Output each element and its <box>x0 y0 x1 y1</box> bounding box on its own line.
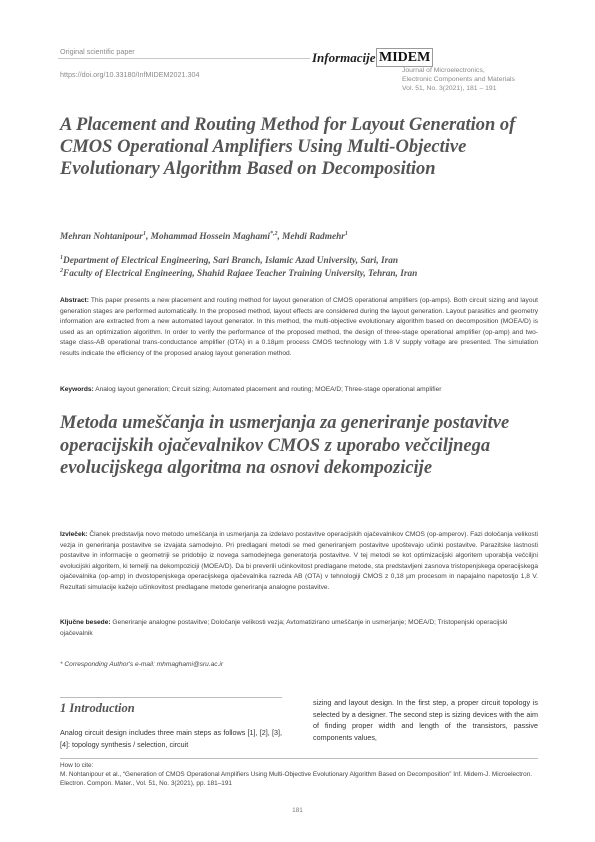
header-divider <box>58 58 310 59</box>
abstract-label: Abstract: <box>60 297 89 304</box>
section-heading: 1 Introduction <box>60 701 135 715</box>
journal-subtitle: Electronic Components and Materials <box>402 76 515 83</box>
corresponding-author-email: * Corresponding Author's e-mail: mhmaghami@sru.ac.ir <box>60 661 224 668</box>
intro-text-right: sizing and layout design. In the first step, a proper circuit topology is selected by a designer. The second step is sizing devices with the aim of finding proper width and length of the transistors, passive components values, <box>313 698 538 742</box>
intro-text-left: Analog circuit design includes three main steps as follows [1], [2], [3], [4]: topology synthesis / selection, circuit <box>60 728 282 749</box>
abstract-text: This paper presents a new placement and routing method for layout generation of CMOS operational amplifiers (op-amps). Both circuit sizing and layout generation stages are performed automatically. In the proposed method, layout effects are considered during the layout generation. Layout parasitics and geometry information are extracted from a new automated layout generator. In this method, the multi-objective evolutionary algorithm based on decomposition (MOEA/D) is used as an optimization algorithm. In order to verify the performance of the proposed method, the design of three-stage operational amplifier (op-amp) and two-stage class-AB operational trans-conductance amplifier (OTA) in a 0.18µm process CMOS technology with 1.8 V supply voltage are presented. The simulation results indicate the efficiency of the proposed analog layout generation method. <box>60 297 538 357</box>
paper-title-slovenian: Metoda umeščanja in usmerjanja za generiranje postavitve operacijskih ojačevalnikov CMOS z uporabo večciljnega evolucijskega algoritma na osnovi dekompozicije <box>60 413 510 478</box>
author-name: Mehdi Radmehr <box>282 232 345 243</box>
author-affiliation-mark: 1 <box>142 231 146 237</box>
journal-logo <box>312 48 431 70</box>
author-affiliation-mark: 1 <box>344 231 348 237</box>
author-list <box>60 231 348 242</box>
journal-volume: Vol. 51, No. 3(2021), 181 – 191 <box>402 85 497 92</box>
author-affiliation-mark: *,2 <box>269 231 278 237</box>
how-to-cite-label: How to cite: <box>60 762 94 769</box>
affiliation <box>60 255 540 266</box>
logo-word: Informacije <box>312 50 376 65</box>
keywords-slovenian <box>60 618 538 639</box>
author-name: Mehran Nohtanipour <box>60 232 143 243</box>
author-separator: , <box>277 232 283 243</box>
journal-name: Journal of Microelectronics, <box>402 67 485 74</box>
keywords <box>60 386 538 393</box>
doi-link[interactable]: https://doi.org/10.33180/InfMIDEM2021.304 <box>60 70 200 79</box>
page-number: 181 <box>292 807 303 814</box>
affiliation-text: Faculty of Electrical Engineering, Shahid Rajaee Teacher Training University, Tehran, Iran <box>63 269 418 280</box>
keywords-label: Keywords: <box>60 386 94 393</box>
abstract <box>60 296 538 360</box>
affiliation <box>60 268 540 279</box>
affiliation-mark: 2 <box>60 268 63 274</box>
izvlecek-label: Izvleček: <box>60 531 88 538</box>
cite-divider <box>60 758 538 759</box>
paper-title: A Placement and Routing Method for Layout Generation of CMOS Operational Amplifiers Using Multi-Objective Evolutionary Algorithm Based on Decomposition <box>60 115 516 179</box>
logo-brand: MIDEM <box>376 48 433 67</box>
affiliation-mark: 1 <box>60 255 63 261</box>
affiliation-text: Department of Electrical Engineering, Sari Branch, Islamic Azad University, Sari, Iran <box>63 256 399 267</box>
abstract-slovenian <box>60 530 538 594</box>
keywords-text: Analog layout generation; Circuit sizing; Automated placement and routing; MOEA/D; Three-stage operational amplifier <box>95 386 442 393</box>
kljucne-text: Generiranje analogne postavitve; Določanje velikosti vezja; Avtomatizirano umeščanje in usmerjanje; MOEA/D; Tristopenjski operacijski ojačevalnik <box>60 619 508 637</box>
how-to-cite <box>60 762 538 788</box>
izvlecek-text: Članek predstavlja novo metodo umeščanja in usmerjanja za izdelavo postavitve operacijskih ojačevalnikov CMOS (op-amperov). Fazi določanja velikosti vezja in generiranja postavitve se izvajata samodejno. Pri predlagani metodi se med generiranjem postavitve upoštevajo učinki postavitve. Parazitske lastnosti postavitve in informacije o geometriji se pridobijo iz novega samodejnega generatorja postavitve. V tej metodi se kot optimizacijski algoritem uporablja večciljni evolucijski algoritem, ki temelji na dekompoziciji (MOEA/D). Da bi preverili učinkovitost predlagane metode, sta predstavljeni zasnova tristopenjskega operacijskega ojačevalnika (op-amp) in dvostopenjskega operacijskega ojačevalnika razreda AB (OTA) v tehnologiji CMOS z 0,18 µm procesom in napajalno napetostjo 1,8 V. Rezultati simulacije kažejo učinkovitost predlagane metode generiranja analogne postavitve. <box>60 531 538 591</box>
author-separator: , <box>145 232 151 243</box>
section-divider <box>60 697 282 698</box>
kljucne-label: Ključne besede: <box>60 619 111 626</box>
author-name: Mohammad Hossein Maghami <box>150 232 270 243</box>
article-type-label: Original scientific paper <box>60 47 135 56</box>
how-to-cite-text: M. Nohtanipour et al., “Generation of CMOS Operational Amplifiers Using Multi-Objective Evolutionary Algorithm Based on Decomposition” Inf. Midem-J. Microelectron. Electron. Compon. Mater., Vol. 51, No. 3(2021), pp. 181–191 <box>60 770 533 787</box>
journal-info <box>402 66 515 93</box>
